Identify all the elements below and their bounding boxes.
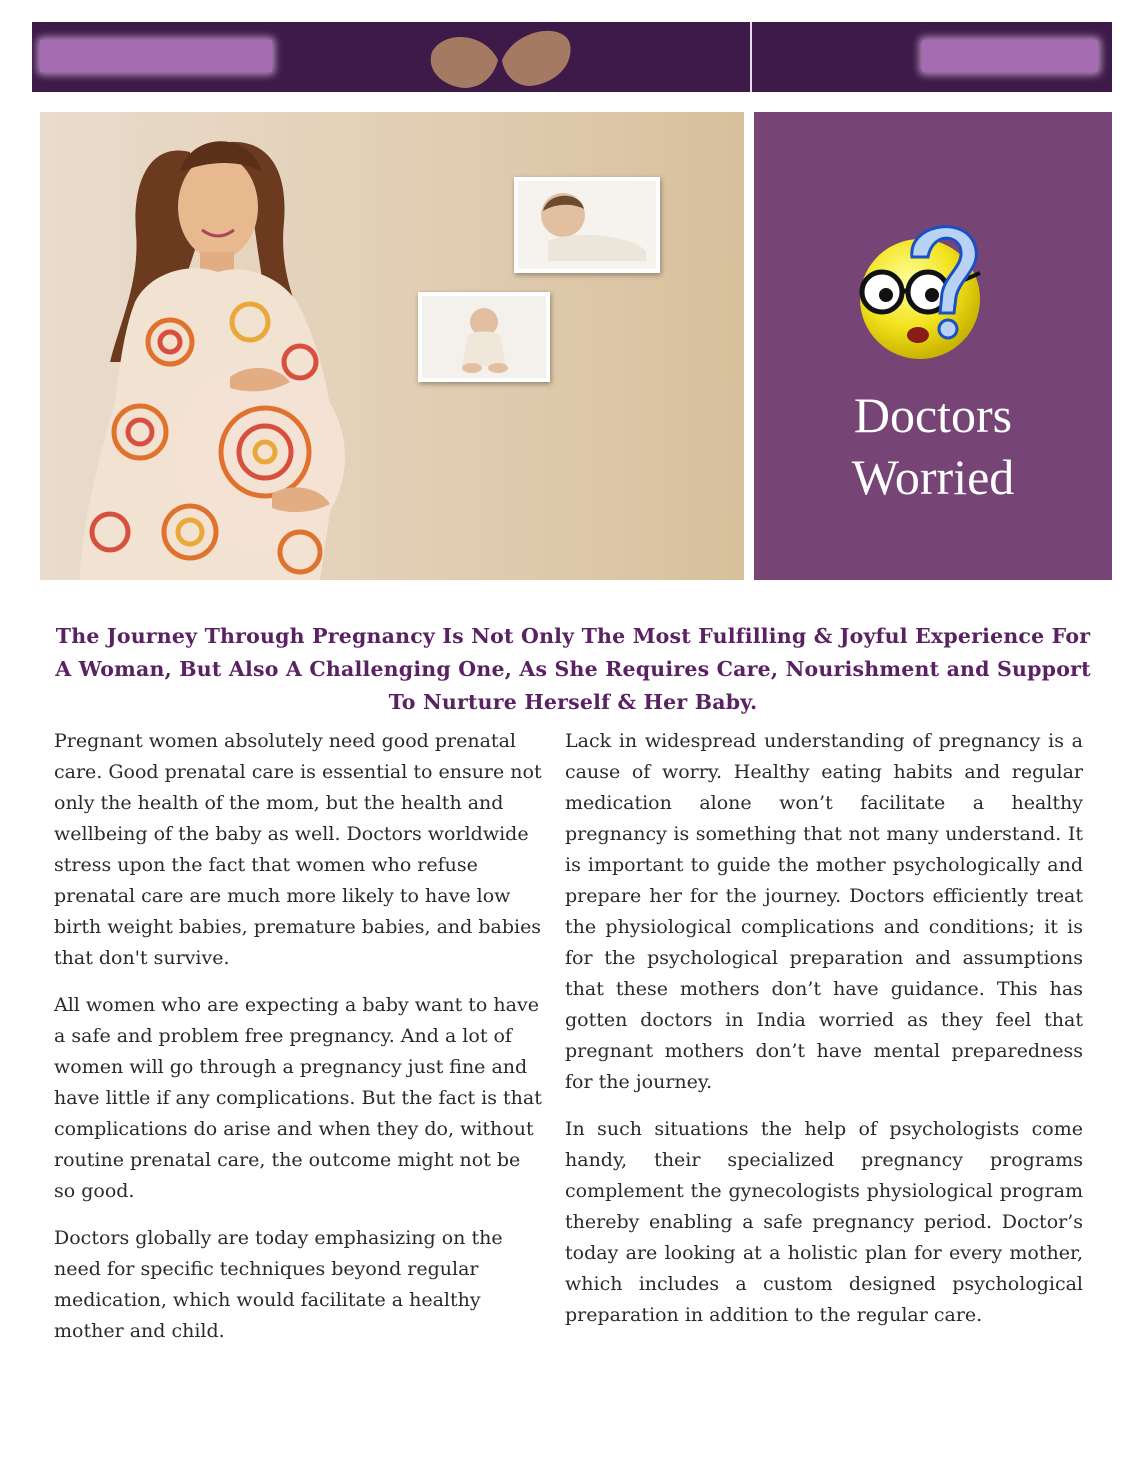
right-paragraph-1: Lack in widespread understanding of pregnancy is a cause of worry. Healthy eating habits and regular medication alone won’t facilitate a healthy pregnancy is something that not many understand. It is important to guide the mother psychologically and prepare her for the journey. Doctors efficiently treat the physiological complications and conditions; it is for the psychological preparation and assumptions that these mothers don’t have guidance. This has gotten doctors in India worried as they feel that pregnant mothers don’t have mental preparedness for the journey. — [565, 730, 1083, 1093]
side-panel — [754, 112, 1112, 580]
panel-title-line2: Worried — [851, 449, 1015, 505]
header-banner — [32, 22, 1112, 92]
article-headline: The Journey Through Pregnancy Is Not Only The Most Fulfilling & Joyful Experience For A Woman, But Also A Challenging One, As She Requires Care, Nourishment and Support To Nurture Herself & Her Baby. — [55, 624, 1091, 714]
panel-title-line1: Doctors — [853, 387, 1013, 443]
banner-highlight-left — [40, 40, 272, 72]
butterfly-icon — [424, 22, 574, 92]
left-column — [54, 726, 544, 1363]
worried-emoji-question-icon — [842, 217, 1002, 362]
framed-baby-photo-top — [514, 177, 660, 273]
panel-title — [754, 384, 1112, 508]
right-paragraph-2: In such situations the help of psychologists come handy, their specialized pregnancy programs complement the gynecologists physiological program thereby enabling a safe pregnancy period. Doctor’s today are looking at a holistic plan for every mother, which includes a custom designed psychological preparation in addition to the regular care. — [565, 1118, 1083, 1326]
framed-baby-photo-middle — [418, 292, 550, 382]
banner-highlight-right — [922, 40, 1098, 72]
left-paragraph-2: All women who are expecting a baby want to have a safe and problem free pregnancy. And a lot of women will go through a pregnancy just fine and have little if any complications. But the fact is that complications do arise and when they do, without routine prenatal care, the outcome might not be so good. — [54, 994, 542, 1202]
left-paragraph-1: Pregnant women absolutely need good prenatal care. Good prenatal care is essential to ensure not only the health of the mom, but the health and wellbeing of the baby as well. Doctors worldwide stress upon the fact that women who refuse prenatal care are much more likely to have low birth weight babies, premature babies, and babies that don't survive. — [54, 730, 542, 969]
banner-divider — [750, 22, 752, 92]
hero-photo — [40, 112, 744, 580]
left-paragraph-3: Doctors globally are today emphasizing on the need for specific techniques beyond regular medication, which would facilitate a healthy mother and child. — [54, 1227, 503, 1342]
right-column — [565, 726, 1083, 1347]
